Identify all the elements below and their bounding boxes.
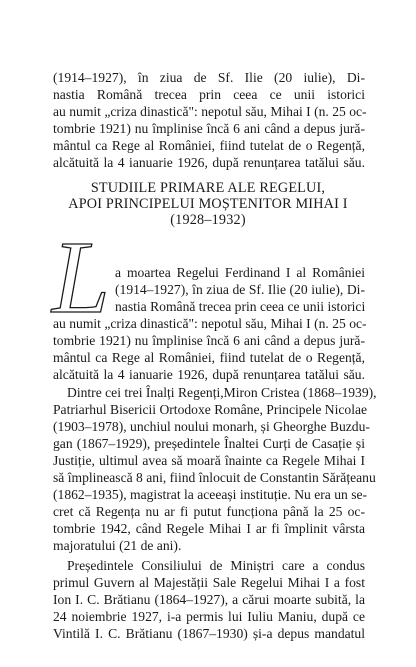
svg-text:L: L	[52, 220, 110, 335]
text-line: Președintele Consiliului de Miniștri care a condus	[67, 558, 365, 573]
text-line: tombrie 1921) nu împlinise încă 6 ani când a depus jură-	[53, 333, 365, 348]
text-line: (1903–1978), unchiul noului monarh, și Gheorghe Buzdu-	[53, 419, 370, 434]
text-line: 24 noiembrie 1927, i-a permis lui Iuliu Maniu, după ce	[53, 609, 365, 624]
text-line: Dintre cei trei Înalți Regenți,Miron Cristea (1868–1939),	[67, 385, 377, 400]
text-line: (1914–1927), în ziua de Sf. Ilie (20 iulie), Di-	[53, 70, 365, 85]
text-line: majoratului (21 de ani).	[53, 538, 182, 553]
text-line: a moartea Regelui Ferdinand I al României	[115, 265, 365, 280]
chapter-heading-line-1: STUDIILE PRIMARE ALE REGELUI,	[90, 180, 326, 196]
text-line: Justiție, ultimul avea să moară înainte ca Regele Mihai I	[53, 453, 365, 468]
text-line: au numit „criza dinastică": nepotul său, Mihai I (n. 25 oc-	[53, 316, 367, 331]
text-line: (1914–1927), în ziua de Sf. Ilie (20 iulie), Di-	[115, 282, 365, 297]
text-line: mântul ca Rege al României, fiind tutelat de o Regență,	[53, 350, 365, 365]
text-line: mântul ca Rege al României, fiind tutelat de o Regență,	[53, 138, 365, 153]
text-line: au numit „criza dinastică": nepotul său, Mihai I (n. 25 oc-	[53, 104, 367, 119]
text-line: tombrie 1921) nu împlinise încă 6 ani când a depus jură-	[53, 121, 365, 136]
text-line: nastia Română trecea prin ceea ce unii istorici	[115, 299, 366, 314]
text-line: (1862–1935), magistrat la aceeași instituție. Nu era un se-	[53, 487, 368, 502]
text-line: Patriarhul Bisericii Ortodoxe Române, Principele Nicolae	[53, 402, 368, 417]
text-line: gan (1867–1929), președintele Înaltei Curți de Casație și	[53, 436, 365, 451]
text-line: nastia Română trecea prin ceea ce unii istorici	[53, 87, 365, 102]
text-line: alcătuită la 4 ianuarie 1926, după renunțarea tatălui său.	[53, 367, 365, 382]
text-line: alcătuită la 4 ianuarie 1926, după renunțarea tatălui său.	[53, 155, 365, 170]
text-line: Ion I. C. Brătianu (1864–1927), a cărui moarte subită, la	[53, 592, 365, 607]
text-line: primul Guvern al Majestății Sale Regelui Mihai I a fost	[53, 575, 365, 590]
text-line: tombrie 1942, când Regele Mihai I ar fi împlinit vârsta	[53, 521, 365, 536]
text-line: cret că Regența nu ar fi putut funcționa până la 25 oc-	[53, 504, 365, 519]
text-line: Vintilă I. C. Brătianu (1867–1930) și-a depus mandatul	[53, 626, 365, 641]
chapter-heading-years: (1928–1932)	[170, 212, 246, 228]
text-line: să împlinească 8 ani, fiind înlocuit de Constantin Sărățeanu	[53, 470, 376, 485]
chapter-heading-line-2: APOI PRINCIPELUI MOȘTENITOR MIHAI I	[68, 196, 348, 212]
